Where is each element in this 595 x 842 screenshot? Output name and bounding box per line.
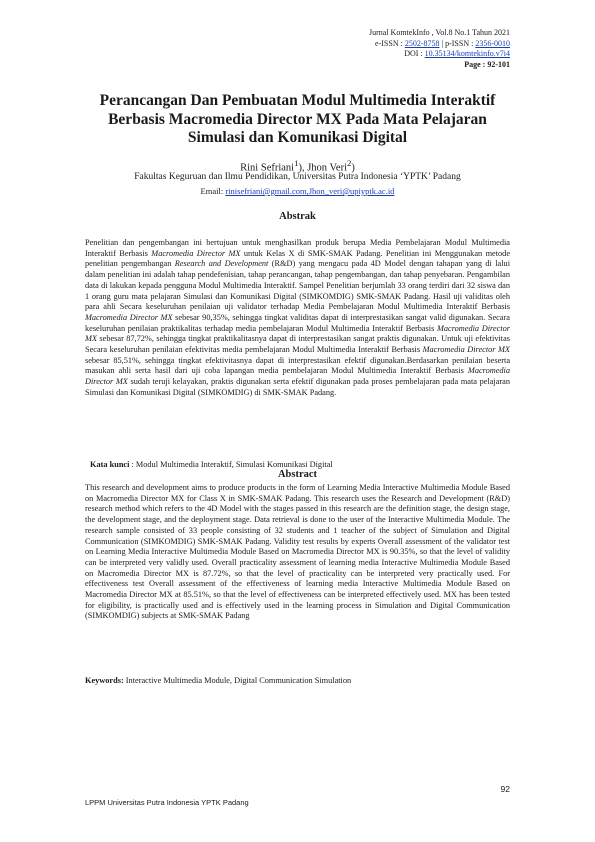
author-emails: Email: rinisefriani@gmail.com,Jhon_veri@upiyptk.ac.id xyxy=(200,186,395,196)
pissn-link[interactable]: 2356-0010 xyxy=(475,38,510,48)
footer-publisher: LPPM Universitas Putra Indonesia YPTK Padang xyxy=(85,798,249,807)
kata-kunci: Kata kunci : Modul Multimedia Interaktif, Simulasi Komunikasi Digital xyxy=(90,460,333,469)
email-link[interactable]: rinisefriani@gmail.com,Jhon_veri@upiyptk.ac.id xyxy=(225,186,395,196)
abstract-body: This research and development aims to produce products in the form of Learning Media Interactive Multimedia Module Based on Macromedia Director MX for Class X in SMK-SMAK Padang. This research uses the Research and Development (R&D) research method which refers to the 4D Model with the stages passed in this research are the definition stage, the design stage, the development stage, and the deployment stage. Data retrieval is done to the user of the Interactive Multimedia Module. The research sample consisted of 33 people consisting of 32 students and 1 teacher of the subject of Simulation and Digital Communication (SIMKOMDIG) SMK-SMAK Padang. Validity test results by experts Overall assessment of the validator test on Learning Media Interactive Multimedia Module Based on Macromedia Director MX is 90.35%, so that the level of validity can be interpreted very validly used. Overall practicality assessment of learning media Interactive Multimedia Module Based on Macromedia Director MX is 87.72%, so that the level of practicality can be interpreted very practically used. For effectiveness test Overall assessment of the effectiveness of learning media Interactive Multimedia Module Based on Macromedia Director MX at 85.51%, so that the level of effectiveness can be interpreted effectively used. MX has been tested for eligibility, is practically used and is effectively used in the learning process in Simulation and Digital Communication (SIMKOMDIG) subjects at SMK-SMAK Padang xyxy=(85,483,510,621)
paper-title xyxy=(60,92,535,148)
abstract-heading: Abstract xyxy=(277,469,318,480)
journal-header xyxy=(250,28,510,70)
abstrak-body: Penelitian dan pengembangan ini bertujuan untuk menghasilkan produk berupa Media Pembelajaran Modul Multimedia Interaktif Berbasis Macromedia Director MX untuk Kelas X di SMK-SMAK Padang. Penelitian ini Menggunakan metode penelitian pengembangan Research and Development (R&D) yang mengacu pada 4D Model dengan tahapan yang di lalui dalam penelitian ini adalah tahap pendefenisian, tahap perancangan, tahap pengembangan, dan tahap penyebaran. Pengambilan data di lakukan kepada pengguna Modul Multimedia Interaktif. Sampel Penelitian berjumlah 33 orang terdiri dari 32 siswa dan 1 orang guru mata pelajaran Simulasi dan Komunikasi Digital (SIMKOMDIG) SMK-SMAK Padang. Hasil uji validitas oleh para ahli Secara keseluruhan penilaian uji validator terhadap Media Pembelajaran Modul Multimedia Interaktif Berbasis Macromedia Director MX sebesar 90,35%, sehingga tingkat validitas dapat di interprestasikan sangat valid digunakan. Secara keseluruhan penilaian praktikalitas terhadap media pembelajaran Modul Multimedia Interaktif Berbasis Macromedia Director MX sebesar 87,72%, sehingga tingkat praktikalitasnya dapat di interprestasikan sangat praktis digunakan. Untuk uji efektivitas Secara keseluruhan penilaian efektivitas media pembelajaran Modul Multimedia Interaktif Berbasis Macromedia Director MX sebesar 85,51%, sehingga tingkat efektivitasnya dapat di interprestasikan efektif digunakan.Berdasarkan penilaian beserta masukan ahli serta hasil dari uji coba lapangan media pembelajaran Modul Multimedia Interaktif Berbasis Macromedia Director MX sudah teruji kelayakan, praktis digunakan serta efektif digunakan pada proses pembelajaran pada mata pelajaran Simulasi dan Komunikasi Digital (SIMKOMDIG) di SMK-SMAK Padang. xyxy=(85,238,511,397)
eissn-link[interactable]: 2502-8758 xyxy=(404,38,440,48)
keywords: Keywords: Interactive Multimedia Module, Digital Communication Simulation xyxy=(85,676,352,685)
title-line-3: Simulasi dan Komunikasi Digital xyxy=(187,129,408,146)
journal-issn: e-ISSN : 2502-8758 | p-ISSN : 2356-0010 xyxy=(375,38,510,48)
abstrak-heading: Abstrak xyxy=(279,211,316,222)
doi-link[interactable]: 10.35134/komtekinfo.v7i4 xyxy=(424,49,510,58)
title-line-1: Perancangan Dan Pembuatan Modul Multimedia Interaktif xyxy=(99,92,496,109)
affiliation: Fakultas Keguruan dan Ilmu Pendidikan, Universitas Putra Indonesia ‘YPTK’ Padang xyxy=(134,172,461,182)
journal-doi: DOI : 10.35134/komtekinfo.v7i4 xyxy=(404,49,510,58)
journal-issue: Jurnal KomtekInfo , Vol.8 No.1 Tahun 2021 xyxy=(369,28,510,37)
authors: Rini Sefriani$^1$), Jhon Veri$^2$) xyxy=(240,158,355,174)
page-number: 92 xyxy=(500,784,510,794)
page-range: Page : 92-101 xyxy=(464,59,510,69)
title-line-2: Berbasis Macromedia Director MX Pada Mata Pelajaran xyxy=(108,110,487,128)
